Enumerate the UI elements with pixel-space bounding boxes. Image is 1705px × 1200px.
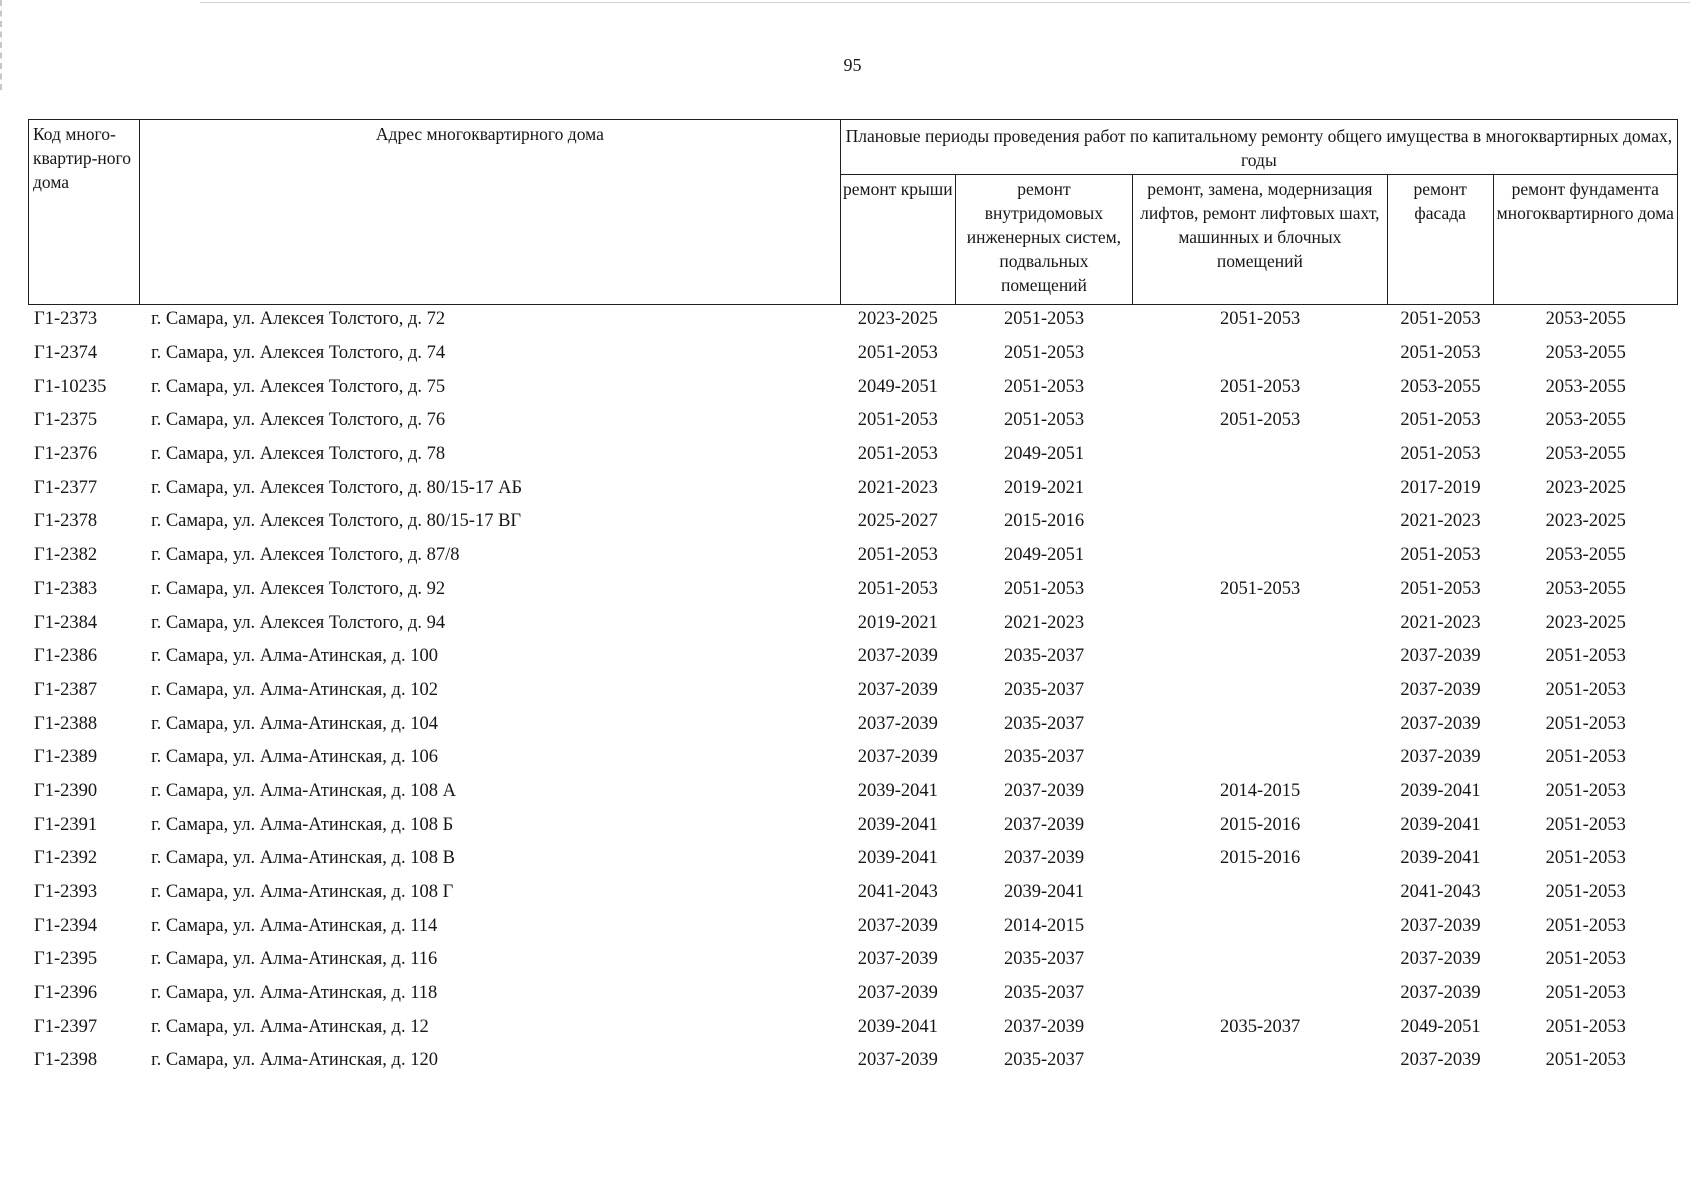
cell-elevators xyxy=(1133,539,1388,573)
cell-systems: 2035-2037 xyxy=(1003,713,1085,734)
cell-facade: 2021-2023 xyxy=(1400,612,1481,633)
cell-systems: 2037-2039 xyxy=(1003,1016,1085,1037)
table-row xyxy=(28,842,1678,876)
cell-address: г. Самара, ул. Алма-Атинская, д. 108 Г xyxy=(151,882,454,903)
cell-foundation: 2051-2053 xyxy=(1545,882,1626,903)
cell-elevators xyxy=(1133,741,1388,775)
cell-address: г. Самара, ул. Алма-Атинская, д. 104 xyxy=(151,713,438,734)
table-row xyxy=(28,471,1678,505)
cell-elevators: 2051-2053 xyxy=(1220,578,1301,599)
table-row xyxy=(28,775,1678,809)
cell-address: г. Самара, ул. Алма-Атинская, д. 102 xyxy=(151,679,438,700)
table-row xyxy=(28,370,1678,404)
cell-facade: 2039-2041 xyxy=(1400,848,1481,869)
scan-edge-mark xyxy=(0,0,8,90)
data-table xyxy=(28,303,1678,1078)
cell-elevators xyxy=(1133,337,1388,371)
cell-code: Г1-2376 xyxy=(34,444,98,465)
cell-elevators: 2015-2016 xyxy=(1220,848,1301,869)
cell-foundation: 2051-2053 xyxy=(1545,780,1626,801)
cell-systems: 2037-2039 xyxy=(1003,848,1085,869)
cell-roof: 2025-2027 xyxy=(857,511,938,532)
cell-elevators: 2015-2016 xyxy=(1220,814,1301,835)
table-row xyxy=(28,303,1678,337)
page-number: 95 xyxy=(843,55,862,75)
cell-address: г. Самара, ул. Алексея Толстого, д. 75 xyxy=(151,376,446,397)
cell-elevators xyxy=(1133,606,1388,640)
cell-facade: 2051-2053 xyxy=(1400,578,1481,599)
cell-facade: 2039-2041 xyxy=(1400,814,1481,835)
cell-systems: 2049-2051 xyxy=(1003,444,1085,465)
cell-systems: 2037-2039 xyxy=(1003,780,1085,801)
cell-roof: 2039-2041 xyxy=(857,814,938,835)
cell-address: г. Самара, ул. Алма-Атинская, д. 12 xyxy=(151,1016,429,1037)
cell-address: г. Самара, ул. Алма-Атинская, д. 120 xyxy=(151,1050,438,1071)
cell-facade: 2039-2041 xyxy=(1400,780,1481,801)
table-row xyxy=(28,1044,1678,1078)
cell-systems: 2035-2037 xyxy=(1003,679,1085,700)
cell-systems: 2035-2037 xyxy=(1003,747,1085,768)
cell-foundation: 2023-2025 xyxy=(1545,511,1626,532)
cell-foundation: 2053-2055 xyxy=(1545,444,1626,465)
cell-facade: 2037-2039 xyxy=(1400,1050,1481,1071)
cell-code: Г1-2387 xyxy=(34,679,98,700)
cell-foundation: 2051-2053 xyxy=(1545,713,1626,734)
table-row xyxy=(28,876,1678,910)
header-roof: ремонт крыши xyxy=(840,175,955,305)
cell-facade: 2037-2039 xyxy=(1400,646,1481,667)
header-code: Код много-квартир-ного дома xyxy=(29,120,140,305)
cell-facade: 2037-2039 xyxy=(1400,679,1481,700)
cell-roof: 2023-2025 xyxy=(857,309,938,330)
cell-roof: 2039-2041 xyxy=(857,848,938,869)
cell-facade: 2021-2023 xyxy=(1400,511,1481,532)
cell-systems: 2035-2037 xyxy=(1003,983,1085,1004)
cell-foundation: 2023-2025 xyxy=(1545,477,1626,498)
cell-code: Г1-2374 xyxy=(34,343,98,364)
cell-code: Г1-2377 xyxy=(34,477,98,498)
cell-code: Г1-2395 xyxy=(34,949,98,970)
header-systems: ремонт внутридомовых инженерных систем, подвальных помещений xyxy=(955,175,1132,305)
cell-elevators: 2051-2053 xyxy=(1220,309,1301,330)
cell-facade: 2051-2053 xyxy=(1400,444,1481,465)
cell-facade: 2053-2055 xyxy=(1400,376,1481,397)
cell-address: г. Самара, ул. Алексея Толстого, д. 92 xyxy=(151,578,446,599)
table-row xyxy=(28,573,1678,607)
cell-code: Г1-2392 xyxy=(34,848,98,869)
header-periods-group: Плановые периоды проведения работ по капитальному ремонту общего имущества в многоквартирных домах, годы xyxy=(840,120,1677,175)
cell-roof: 2037-2039 xyxy=(857,713,938,734)
scan-top-line xyxy=(200,2,1690,3)
cell-roof: 2037-2039 xyxy=(857,949,938,970)
cell-address: г. Самара, ул. Алексея Толстого, д. 80/15-17 АБ xyxy=(151,477,523,498)
cell-facade: 2037-2039 xyxy=(1400,949,1481,970)
cell-elevators xyxy=(1133,640,1388,674)
cell-code: Г1-2391 xyxy=(34,814,98,835)
cell-facade: 2037-2039 xyxy=(1400,747,1481,768)
cell-systems: 2035-2037 xyxy=(1003,1050,1085,1071)
cell-elevators xyxy=(1133,943,1388,977)
cell-facade: 2049-2051 xyxy=(1400,1016,1481,1037)
cell-elevators xyxy=(1133,505,1388,539)
cell-code: Г1-2398 xyxy=(34,1050,98,1071)
cell-facade: 2051-2053 xyxy=(1400,309,1481,330)
table-row xyxy=(28,909,1678,943)
table-row xyxy=(28,977,1678,1011)
cell-elevators xyxy=(1133,909,1388,943)
cell-foundation: 2051-2053 xyxy=(1545,646,1626,667)
cell-facade: 2037-2039 xyxy=(1400,713,1481,734)
cell-systems: 2021-2023 xyxy=(1003,612,1085,633)
cell-elevators xyxy=(1133,1044,1388,1078)
cell-code: Г1-2378 xyxy=(34,511,98,532)
cell-code: Г1-2397 xyxy=(34,1016,98,1037)
cell-code: Г1-2390 xyxy=(34,780,98,801)
cell-systems: 2051-2053 xyxy=(1003,309,1085,330)
cell-foundation: 2051-2053 xyxy=(1545,848,1626,869)
cell-foundation: 2023-2025 xyxy=(1545,612,1626,633)
cell-foundation: 2051-2053 xyxy=(1545,814,1626,835)
cell-facade: 2051-2053 xyxy=(1400,343,1481,364)
cell-facade: 2051-2053 xyxy=(1400,410,1481,431)
cell-systems: 2019-2021 xyxy=(1003,477,1085,498)
cell-roof: 2041-2043 xyxy=(857,882,938,903)
cell-elevators: 2035-2037 xyxy=(1220,1016,1301,1037)
cell-address: г. Самара, ул. Алексея Толстого, д. 94 xyxy=(151,612,446,633)
header-address: Адрес многоквартирного дома xyxy=(140,120,841,305)
cell-foundation: 2051-2053 xyxy=(1545,915,1626,936)
cell-code: Г1-2389 xyxy=(34,747,98,768)
cell-elevators xyxy=(1133,977,1388,1011)
cell-elevators: 2051-2053 xyxy=(1220,410,1301,431)
cell-facade: 2037-2039 xyxy=(1400,915,1481,936)
cell-roof: 2037-2039 xyxy=(857,915,938,936)
cell-systems: 2014-2015 xyxy=(1003,915,1085,936)
cell-systems: 2051-2053 xyxy=(1003,410,1085,431)
cell-code: Г1-2384 xyxy=(34,612,98,633)
cell-code: Г1-2373 xyxy=(34,309,98,330)
cell-roof: 2049-2051 xyxy=(857,376,938,397)
cell-address: г. Самара, ул. Алма-Атинская, д. 106 xyxy=(151,747,438,768)
header-elevators: ремонт, замена, модернизация лифтов, ремонт лифтовых шахт, машинных и блочных помещений xyxy=(1133,175,1388,305)
table-row xyxy=(28,741,1678,775)
table-row xyxy=(28,707,1678,741)
cell-facade: 2051-2053 xyxy=(1400,545,1481,566)
cell-code: Г1-2393 xyxy=(34,882,98,903)
table-row xyxy=(28,539,1678,573)
cell-roof: 2037-2039 xyxy=(857,983,938,1004)
cell-foundation: 2051-2053 xyxy=(1545,983,1626,1004)
cell-roof: 2039-2041 xyxy=(857,780,938,801)
cell-systems: 2051-2053 xyxy=(1003,578,1085,599)
cell-foundation: 2053-2055 xyxy=(1545,578,1626,599)
table-row xyxy=(28,640,1678,674)
cell-elevators xyxy=(1133,876,1388,910)
cell-facade: 2017-2019 xyxy=(1400,477,1481,498)
cell-facade: 2041-2043 xyxy=(1400,882,1481,903)
cell-address: г. Самара, ул. Алма-Атинская, д. 118 xyxy=(151,983,438,1004)
table-row xyxy=(28,438,1678,472)
table-row xyxy=(28,337,1678,371)
cell-roof: 2037-2039 xyxy=(857,747,938,768)
cell-code: Г1-2386 xyxy=(34,646,98,667)
table-row xyxy=(28,943,1678,977)
table-row xyxy=(28,505,1678,539)
cell-foundation: 2051-2053 xyxy=(1545,679,1626,700)
cell-foundation: 2051-2053 xyxy=(1545,1050,1626,1071)
cell-code: Г1-10235 xyxy=(34,376,107,397)
cell-code: Г1-2394 xyxy=(34,915,98,936)
cell-systems: 2051-2053 xyxy=(1003,376,1085,397)
cell-roof: 2051-2053 xyxy=(857,343,938,364)
cell-foundation: 2051-2053 xyxy=(1545,949,1626,970)
cell-roof: 2019-2021 xyxy=(857,612,938,633)
table-row xyxy=(28,1010,1678,1044)
cell-foundation: 2053-2055 xyxy=(1545,309,1626,330)
cell-facade: 2037-2039 xyxy=(1400,983,1481,1004)
cell-code: Г1-2375 xyxy=(34,410,98,431)
cell-code: Г1-2382 xyxy=(34,545,98,566)
cell-roof: 2037-2039 xyxy=(857,679,938,700)
cell-foundation: 2053-2055 xyxy=(1545,410,1626,431)
cell-systems: 2035-2037 xyxy=(1003,646,1085,667)
cell-address: г. Самара, ул. Алексея Толстого, д. 78 xyxy=(151,444,446,465)
table-row xyxy=(28,674,1678,708)
cell-code: Г1-2388 xyxy=(34,713,98,734)
header-facade: ремонт фасада xyxy=(1387,175,1493,305)
cell-foundation: 2053-2055 xyxy=(1545,376,1626,397)
cell-elevators: 2014-2015 xyxy=(1220,780,1301,801)
cell-address: г. Самара, ул. Алма-Атинская, д. 108 Б xyxy=(151,814,454,835)
cell-systems: 2037-2039 xyxy=(1003,814,1085,835)
cell-systems: 2015-2016 xyxy=(1003,511,1085,532)
cell-code: Г1-2396 xyxy=(34,983,98,1004)
table-row xyxy=(28,404,1678,438)
cell-roof: 2039-2041 xyxy=(857,1016,938,1037)
cell-systems: 2039-2041 xyxy=(1003,882,1085,903)
cell-foundation: 2053-2055 xyxy=(1545,343,1626,364)
cell-elevators xyxy=(1133,438,1388,472)
cell-address: г. Самара, ул. Алма-Атинская, д. 114 xyxy=(151,915,438,936)
cell-roof: 2037-2039 xyxy=(857,646,938,667)
table-row xyxy=(28,606,1678,640)
cell-roof: 2021-2023 xyxy=(857,477,938,498)
cell-address: г. Самара, ул. Алма-Атинская, д. 116 xyxy=(151,949,438,970)
cell-roof: 2051-2053 xyxy=(857,444,938,465)
table-row xyxy=(28,808,1678,842)
table-header xyxy=(28,119,1678,305)
cell-foundation: 2051-2053 xyxy=(1545,1016,1626,1037)
cell-address: г. Самара, ул. Алма-Атинская, д. 108 В xyxy=(151,848,455,869)
header-foundation: ремонт фундамента многоквартирного дома xyxy=(1493,175,1677,305)
cell-systems: 2049-2051 xyxy=(1003,545,1085,566)
cell-roof: 2037-2039 xyxy=(857,1050,938,1071)
cell-elevators: 2051-2053 xyxy=(1220,376,1301,397)
cell-address: г. Самара, ул. Алексея Толстого, д. 74 xyxy=(151,343,446,364)
cell-address: г. Самара, ул. Алексея Толстого, д. 72 xyxy=(151,309,446,330)
cell-elevators xyxy=(1133,707,1388,741)
cell-address: г. Самара, ул. Алма-Атинская, д. 100 xyxy=(151,646,438,667)
cell-elevators xyxy=(1133,471,1388,505)
cell-elevators xyxy=(1133,674,1388,708)
cell-roof: 2051-2053 xyxy=(857,545,938,566)
cell-address: г. Самара, ул. Алма-Атинская, д. 108 А xyxy=(151,780,456,801)
cell-address: г. Самара, ул. Алексея Толстого, д. 80/15-17 ВГ xyxy=(151,511,522,532)
cell-roof: 2051-2053 xyxy=(857,578,938,599)
cell-roof: 2051-2053 xyxy=(857,410,938,431)
cell-address: г. Самара, ул. Алексея Толстого, д. 76 xyxy=(151,410,446,431)
cell-systems: 2035-2037 xyxy=(1003,949,1085,970)
cell-code: Г1-2383 xyxy=(34,578,98,599)
cell-address: г. Самара, ул. Алексея Толстого, д. 87/8 xyxy=(151,545,460,566)
cell-systems: 2051-2053 xyxy=(1003,343,1085,364)
cell-foundation: 2051-2053 xyxy=(1545,747,1626,768)
cell-foundation: 2053-2055 xyxy=(1545,545,1626,566)
